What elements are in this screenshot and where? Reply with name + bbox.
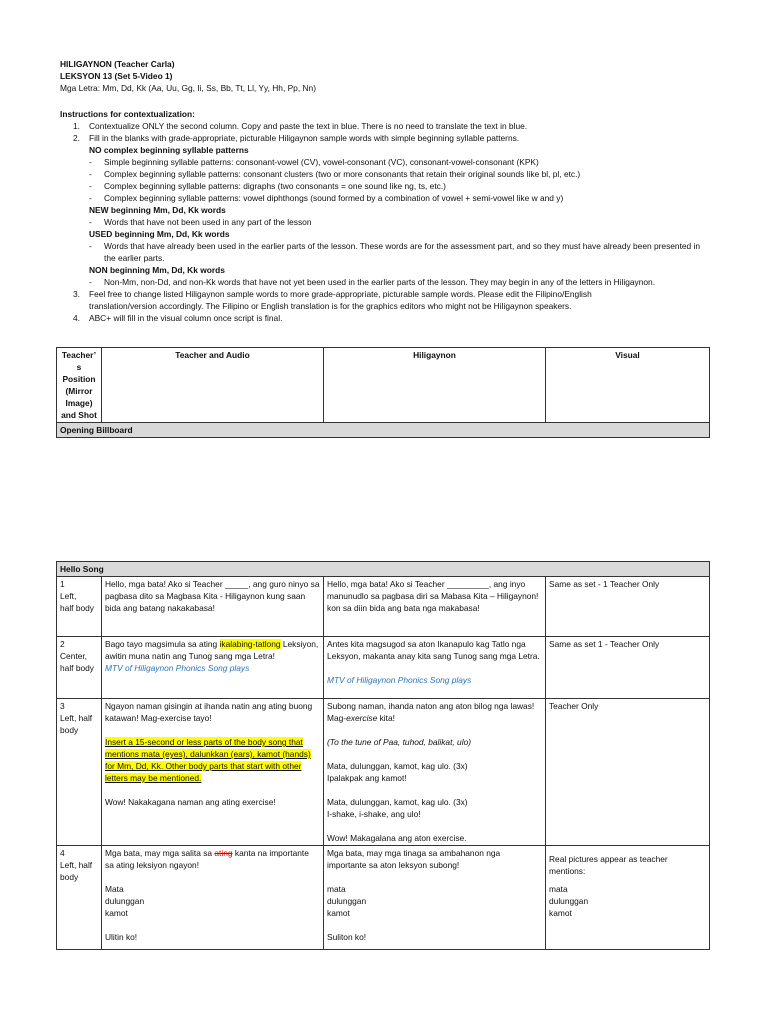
instruction-bullet: - Complex beginning syllable patterns: consonant clusters (two or more consonants that retain their original sounds like bl, pl, etc.): [89, 169, 581, 179]
visual-cell: Same as set 1 - Teacher Only: [546, 637, 710, 699]
table-header-row: [57, 348, 710, 423]
audio-cell: Bago tayo magsimula sa ating ikalabing-tatlong Leksiyon, awitin muna natin ang Tunog sang mga Letra! MTV of Hiligaynon Phonics Song plays: [102, 637, 324, 699]
instruction-item: 3. Feel free to change listed Hiligaynon sample words to more grade-appropriate, picturable sample words. Please edit the Filipino/English: [73, 289, 592, 299]
column-header-position: Teacher’ s Position (Mirror Image) and Shot: [57, 348, 102, 423]
hiligaynon-cell: Antes kita magsugod sa aton Ikanapulo kag Tatlo nga Leksyon, makanta anay kita sang Tunog sang mga Letra. MTV of Hiligaynon Phonics Song plays: [324, 637, 546, 699]
instruction-subheading: NON beginning Mm, Dd, Kk words: [89, 265, 225, 275]
highlighted-note: Insert a 15-second or less parts of the body song that mentions mata (eyes), dalunkkan (ears), kamot (hands) for Mm, Dd, Kk. Other body parts that start with other letters may be mentioned.: [105, 737, 311, 783]
audio-cell: Hello, mga bata! Ako si Teacher _____, ang guro ninyo sa pagbasa dito sa Magbasa Kita - Hiligaynon kung saan bida ang batang nakakabasa!: [102, 577, 324, 637]
audio-cell: Ngayon naman gisingin at ihanda natin ang ating buong katawan! Mag-exercise tayo! Insert a 15-second or less parts of the body song that mentions mata (eyes), dalunkkan (ears), kamot (hands) for Mm, Dd, Kk. Other body parts that start with other letters may be mentioned. Wow! Nakakagana naman ang ating exercise!: [102, 699, 324, 846]
table-row: [57, 699, 710, 846]
hiligaynon-cell: Subong naman, ihanda naton ang aton bilog nga lawas! Mag-exercise kita! (To the tune of Paa, tuhod, balikat, ulo) Mata, dulunggan, kamot, kag ulo. (3x) Ipalakpak ang kamot! Mata, dulunggan, kamot, kag ulo. (3x) I-shake, i-shake, ang ulo! Wow! Makagalana ang aton exercise.: [324, 699, 546, 846]
document-header: [60, 58, 720, 94]
blue-instruction: MTV of Hiligaynon Phonics Song plays: [105, 663, 250, 673]
instruction-item: 2. Fill in the blanks with grade-appropriate, picturable Hiligaynon sample words with simple beginning syllable patterns.: [73, 133, 520, 143]
visual-cell: Teacher Only: [546, 699, 710, 846]
table-row: [57, 577, 710, 637]
instruction-subheading: NO complex beginning syllable patterns: [89, 145, 249, 155]
audio-cell: Mga bata, may mga salita sa ating kanta na importante sa ating leksiyon ngayon! Mata dulunggan kamot Ulitin ko!: [102, 846, 324, 950]
column-header-audio: Teacher and Audio: [102, 348, 324, 423]
column-header-visual: Visual: [546, 348, 710, 423]
instruction-bullet: - Words that have not been used in any part of the lesson: [89, 217, 312, 227]
shot-position-cell: 1 Left, half body: [57, 577, 102, 637]
instruction-item-continued: translation/version accordingly. The Filipino or English translation is for the graphics editors who might not be Hiligaynon speakers.: [89, 301, 572, 311]
instruction-item: 4. ABC+ will fill in the visual column once script is final.: [73, 313, 283, 323]
instruction-item: 1. Contextualize ONLY the second column. Copy and paste the text in blue. There is no need to translate the text in blue.: [73, 121, 528, 131]
column-header-hiligaynon: Hiligaynon: [324, 348, 546, 423]
instruction-bullet: - Complex beginning syllable patterns: digraphs (two consonants = one sound like ng, ts, etc.): [89, 181, 446, 191]
highlighted-text: ikalabing-tatlong: [219, 639, 281, 649]
shot-position-cell: 2 Center, half body: [57, 637, 102, 699]
visual-cell: Real pictures appear as teacher mentions: mata dulunggan kamot: [546, 846, 710, 950]
section-opening-billboard: Opening Billboard: [57, 423, 710, 438]
instruction-subheading: NEW beginning Mm, Dd, Kk words: [89, 205, 226, 215]
table-row: [57, 846, 710, 950]
hiligaynon-cell: Hello, mga bata! Ako si Teacher _________, ang inyo manunudlo sa pagbasa diri sa Mabasa Kita – Hiligaynon! kon sa diin bida ang bata nga makabasa!: [324, 577, 546, 637]
instruction-bullet: - Simple beginning syllable patterns: consonant-vowel (CV), vowel-consonant (VC), consonant-vowel-consonant (KPK): [89, 157, 539, 167]
visual-cell: Same as set - 1 Teacher Only: [546, 577, 710, 637]
section-hello-song: Hello Song: [57, 562, 710, 577]
section-row: [57, 423, 710, 438]
instructions-block: [60, 108, 710, 324]
instructions-title: Instructions for contextualization:: [60, 109, 195, 119]
hiligaynon-cell: Mga bata, may mga tinaga sa ambahanon nga importante sa aton leksyon subong! mata dulunggan kamot Suliton ko!: [324, 846, 546, 950]
script-table-hello-song: [56, 561, 710, 950]
instruction-bullet: - Non-Mm, non-Dd, and non-Kk words that have not yet been used in the earlier parts of the lesson. They may begin in any of the letters in Hiligaynon.: [89, 277, 656, 287]
letters-line: Mga Letra: Mm, Dd, Kk (Aa, Uu, Gg, Ii, Ss, Bb, Tt, Ll, Yy, Hh, Pp, Nn): [60, 83, 316, 93]
document-title: HILIGAYNON (Teacher Carla): [60, 59, 175, 69]
shot-position-cell: 4 Left, half body: [57, 846, 102, 950]
strikethrough-text: ating: [214, 848, 233, 858]
blue-instruction: MTV of Hiligaynon Phonics Song plays: [327, 675, 472, 685]
lesson-label: LEKSYON 13 (Set 5-Video 1): [60, 71, 173, 81]
script-table-header: [56, 347, 710, 438]
shot-position-cell: 3 Left, half body: [57, 699, 102, 846]
instruction-bullet: - Complex beginning syllable patterns: vowel diphthongs (sound formed by a combination of vowel + semi-vowel like w and y): [89, 193, 564, 203]
section-row: [57, 562, 710, 577]
instruction-bullet: - Words that have already been used in the earlier parts of the lesson. These words are for the assessment part, and so they must have already been presented in the earlier parts.: [89, 241, 701, 263]
table-row: [57, 637, 710, 699]
instruction-subheading: USED beginning Mm, Dd, Kk words: [89, 229, 230, 239]
